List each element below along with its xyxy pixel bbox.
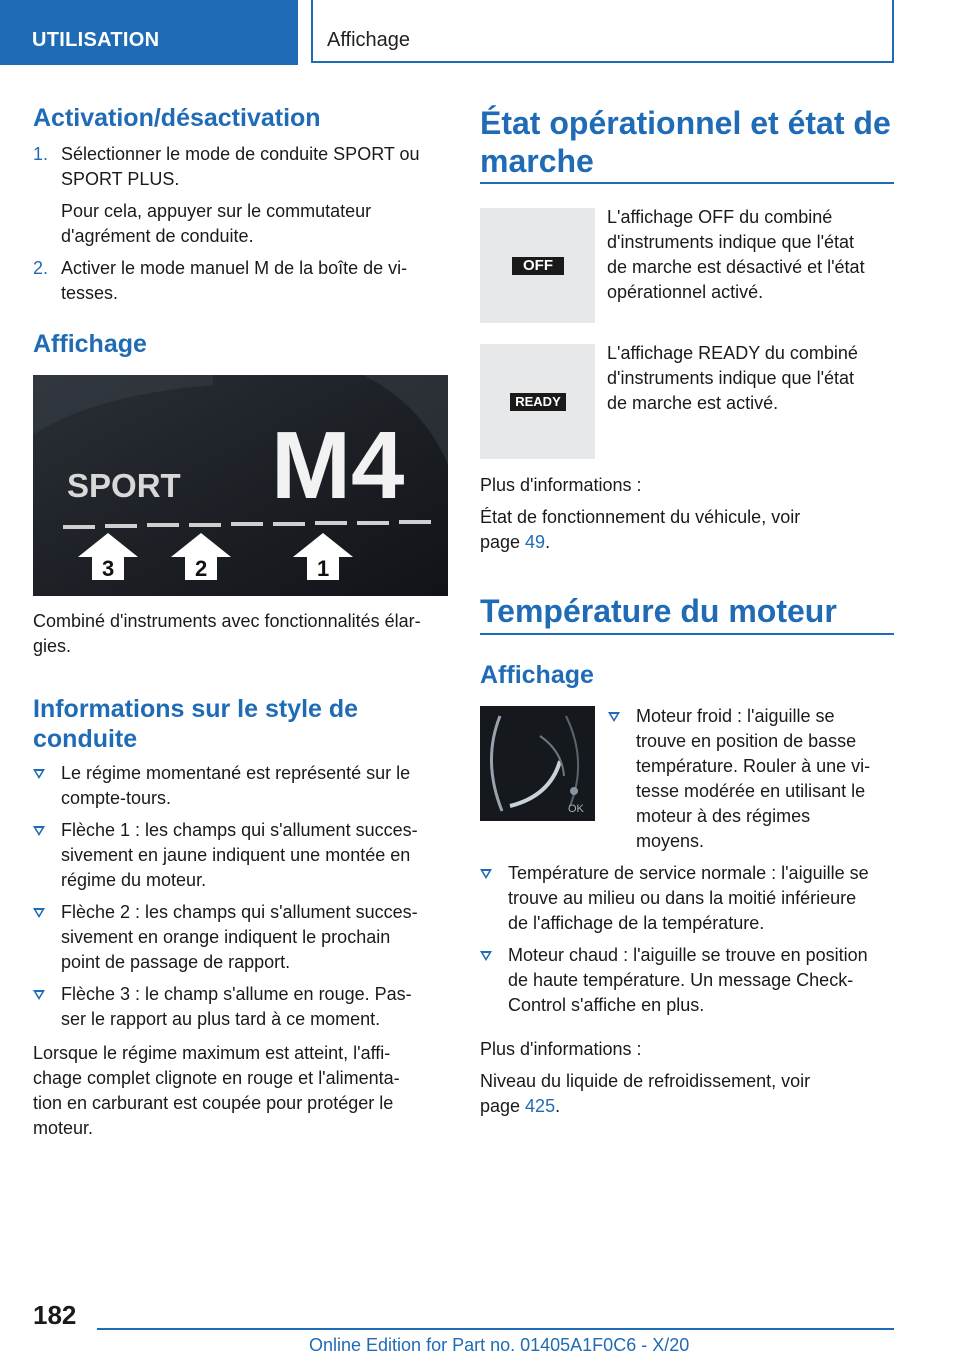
section-title: UTILISATION: [32, 29, 160, 51]
bullet-text: Le régime momentané est représenté sur le: [61, 763, 411, 783]
step-text: SPORT PLUS.: [61, 169, 180, 189]
step-text: Pour cela, appuyer sur le commutateur: [61, 201, 372, 221]
bullet-text: Control s'affiche en plus.: [508, 995, 705, 1015]
step-number: 1.: [33, 144, 49, 164]
heading-affichage-temp: Affichage: [480, 661, 594, 689]
more-info-label: Plus d'informations :: [480, 1039, 642, 1059]
bullet-text: tesse modérée en utilisant le: [636, 781, 866, 801]
off-indicator-image: [480, 208, 595, 323]
heading-style: conduite: [33, 725, 138, 753]
bullet-marker: [33, 990, 45, 1000]
ready-badge: READY: [510, 393, 566, 411]
more-info-label: Plus d'informations :: [480, 475, 642, 495]
sport-label: SPORT: [67, 467, 181, 504]
ready-text: de marche est activé.: [607, 393, 779, 413]
instrument-cluster-image: [33, 375, 448, 596]
off-text: opérationnel activé.: [607, 282, 764, 302]
bullet-marker: [480, 869, 492, 879]
heading-etat: marche: [480, 143, 594, 179]
bullet-text: Flèche 2 : les champs qui s'allument succes‐: [61, 902, 418, 922]
bullet-text: moteur à des régimes: [636, 806, 811, 826]
ready-indicator-image: [480, 344, 595, 459]
bullet-text: température. Rouler à une vi‐: [636, 756, 871, 776]
heading-rule: [480, 633, 894, 635]
image-caption: gies.: [33, 636, 72, 656]
page-number: 182: [33, 1300, 77, 1330]
heading-style: Informations sur le style de: [33, 695, 359, 723]
heading-activation: Activation/désactivation: [33, 104, 321, 132]
heading-affichage: Affichage: [33, 330, 147, 358]
reference-line: page 49.: [480, 532, 551, 552]
page-link-425[interactable]: 425: [525, 1096, 556, 1116]
bullet-text: ser le rapport au plus tard à ce moment.: [61, 1009, 381, 1029]
image-caption: Combiné d'instruments avec fonctionnalités élar‐: [33, 611, 421, 631]
svg-text:3: 3: [102, 556, 115, 581]
reference-text: État de fonctionnement du véhicule, voir: [480, 507, 801, 527]
step-text: tesses.: [61, 283, 119, 303]
page-link-49[interactable]: 49: [525, 532, 546, 552]
paragraph: Lorsque le régime maximum est atteint, l'affi‐: [33, 1043, 391, 1063]
bullet-text: de haute température. Un message Check-: [508, 970, 854, 990]
paragraph: moteur.: [33, 1118, 94, 1138]
chapter-tab: [311, 0, 894, 63]
step-text: Sélectionner le mode de conduite SPORT ou: [61, 144, 420, 164]
svg-text:2: 2: [195, 556, 208, 581]
bullet-marker: [33, 826, 45, 836]
paragraph: chage complet clignote en rouge et l'alimenta‐: [33, 1068, 400, 1088]
bullet-text: Moteur chaud : l'aiguille se trouve en position: [508, 945, 868, 965]
gauge-ok-label: OK: [568, 803, 584, 815]
bullet-marker: [33, 908, 45, 918]
reference-line: page 425.: [480, 1096, 561, 1116]
bullet-text: régime du moteur.: [61, 870, 207, 890]
step-text: d'agrément de conduite.: [61, 226, 254, 246]
step-text: Activer le mode manuel M de la boîte de vi‐: [61, 258, 408, 278]
bullet-text: de l'affichage de la température.: [508, 913, 765, 933]
paragraph: tion en carburant est coupée pour protéger le: [33, 1093, 394, 1113]
ready-text: d'instruments indique que l'état: [607, 368, 855, 388]
bullet-text: moyens.: [636, 831, 705, 851]
bullet-text: point de passage de rapport.: [61, 952, 291, 972]
bullet-marker: [33, 769, 45, 779]
reference-text: Niveau du liquide de refroidissement, voir: [480, 1071, 811, 1091]
bullet-marker: [480, 951, 492, 961]
bullet-text: Flèche 3 : le champ s'allume en rouge. Pas‐: [61, 984, 412, 1004]
bullet-text: Moteur froid : l'aiguille se: [636, 706, 835, 726]
svg-text:1: 1: [317, 556, 330, 581]
bullet-text: Flèche 1 : les champs qui s'allument succes‐: [61, 820, 418, 840]
section-tab: [0, 0, 298, 65]
bullet-text: sivement en jaune indiquent une montée en: [61, 845, 411, 865]
footer-edition: Online Edition for Part no. 01405A1F0C6 - X/20: [309, 1335, 690, 1355]
step-number: 2.: [33, 258, 49, 278]
bullet-text: trouve au milieu ou dans la moitié inférieure: [508, 888, 857, 908]
gear-label: M4: [271, 412, 405, 519]
bullet-text: compte-tours.: [61, 788, 172, 808]
off-text: de marche est désactivé et l'état: [607, 257, 865, 277]
bullet-text: trouve en position de basse: [636, 731, 857, 751]
bullet-text: Température de service normale : l'aiguille se: [508, 863, 869, 883]
heading-temperature: Température du moteur: [480, 593, 837, 629]
heading-rule: [480, 182, 894, 184]
off-badge: OFF: [512, 257, 564, 275]
footer-rule: [97, 1328, 894, 1330]
bullet-text: sivement en orange indiquent le prochain: [61, 927, 391, 947]
heading-etat: État opérationnel et état de: [480, 105, 891, 141]
bullet-marker: [608, 712, 620, 722]
temperature-gauge-image: [480, 706, 595, 821]
chapter-title: Affichage: [327, 29, 411, 51]
off-text: d'instruments indique que l'état: [607, 232, 855, 252]
off-text: L'affichage OFF du combiné: [607, 207, 833, 227]
ready-text: L'affichage READY du combiné: [607, 343, 858, 363]
